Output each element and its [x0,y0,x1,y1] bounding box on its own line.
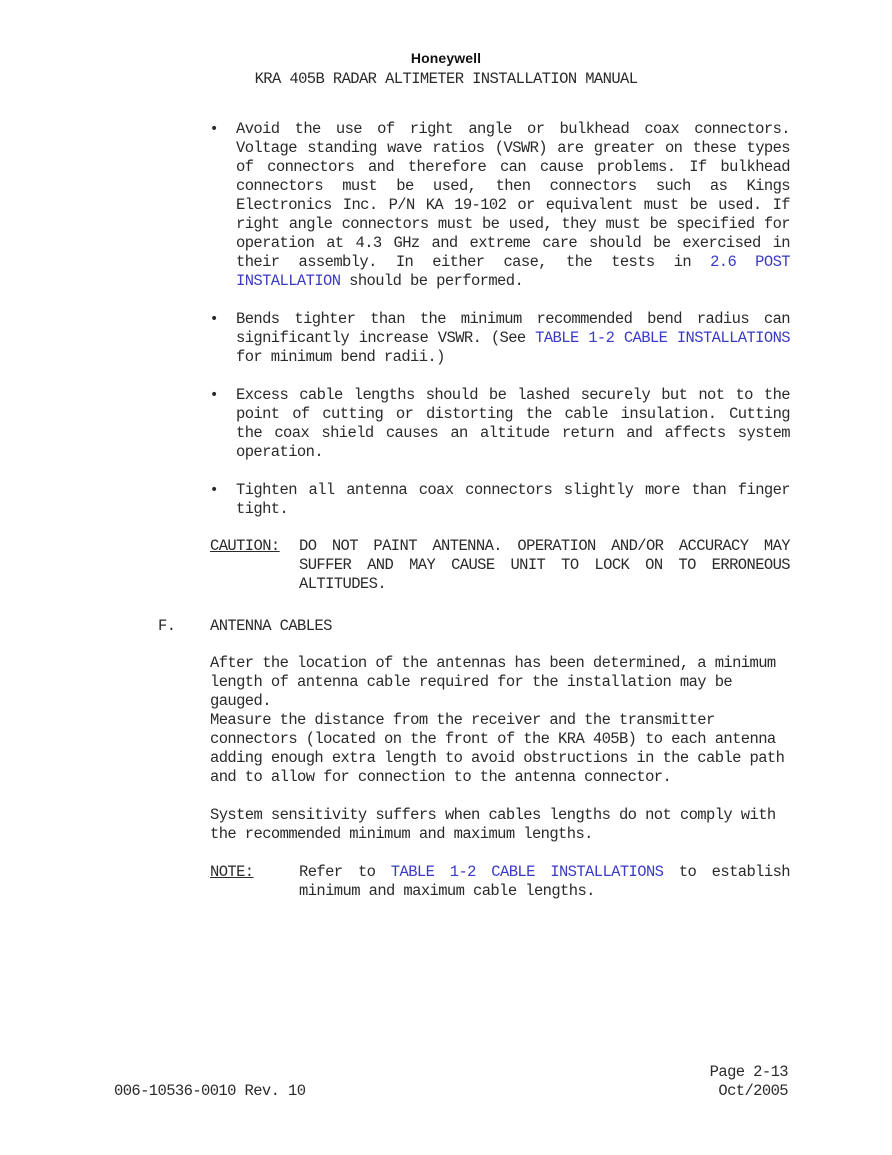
caution-label: CAUTION: [210,537,280,555]
bullet-dot-icon: • [210,387,218,403]
page-number: Page 2-13 [709,1063,788,1081]
bullet-item-connectors [210,120,790,291]
section-letter: F. [158,617,176,635]
caution-block [210,537,790,594]
bullet-item-tighten [210,481,790,519]
bullet-text: Avoid the use of right angle or bulkhead coax connectors. Voltage standing wave ratios (VSWR) are greater on these types of connectors and therefore can cause problems. If bulkhead connectors must be used, then connectors such as Kings Electronics Inc. P/N KA 19-102 or equivalent must be used. If right angle connectors must be used, they must be specified for operation at 4.3 GHz and extreme care should be exercised in their assembly. In either case, the tests in [236,120,790,271]
note-label: NOTE: [210,863,254,881]
bullet-text-end: for minimum bend radii.) [236,348,445,366]
note-text-end: to establish minimum and maximum cable lengths. [299,863,790,900]
note-text-start: Refer to [299,863,391,881]
bullet-list [210,120,790,538]
bullet-text: Excess cable lengths should be lashed securely but not to the point of cutting or distorting the cable insulation. Cutting the coax shield causes an altitude return and affects system operation. [236,386,790,461]
document-title: KRA 405B RADAR ALTIMETER INSTALLATION MANUAL [254,70,638,88]
document-number: 006-10536-0010 Rev. 10 [114,1082,306,1100]
paragraph-sensitivity: System sensitivity suffers when cables lengths do not comply with the recommended minimum and maximum lengths. [210,806,776,843]
section-title: ANTENNA CABLES [210,617,332,635]
page-info [710,1063,788,1101]
bullet-item-excess-cable [210,386,790,462]
cable-installations-link[interactable]: TABLE 1-2 CABLE INSTALLATIONS [535,329,790,347]
note-text [299,863,790,901]
bullet-dot-icon: • [210,121,218,137]
note-cable-installations-link[interactable]: TABLE 1-2 CABLE INSTALLATIONS [390,863,664,881]
section-heading [158,617,332,636]
page-header [0,50,892,89]
paragraph-measure: Measure the distance from the receiver and the transmitter connectors (located on the front of the KRA 405B) to each antenna adding enough extra length to avoid obstructions in the cable path and to allow for connection to the antenna connector. [210,711,785,786]
bullet-text: Tighten all antenna coax connectors slightly more than finger tight. [236,481,790,518]
bullet-item-bends [210,310,790,367]
bullet-dot-icon: • [210,482,218,498]
caution-text: DO NOT PAINT ANTENNA. OPERATION AND/OR ACCURACY MAY SUFFER AND MAY CAUSE UNIT TO LOCK ON TO ERRONEOUS ALTITUDES. [299,537,790,593]
revision-date: Oct/2005 [718,1082,788,1100]
brand-logo: Honeywell [410,50,482,66]
post-installation-link[interactable]: 2.6 POST INSTALLATION [236,253,790,290]
bullet-dot-icon: • [210,311,218,327]
note-block [210,863,790,901]
bullet-text: Bends tighter than the minimum recommended bend radius can significantly increase VSWR. (See [236,310,790,347]
bullet-text-end: should be performed. [340,272,524,290]
paragraph-location: After the location of the antennas has been determined, a minimum length of antenna cable required for the installation may be gauged. [210,654,776,710]
